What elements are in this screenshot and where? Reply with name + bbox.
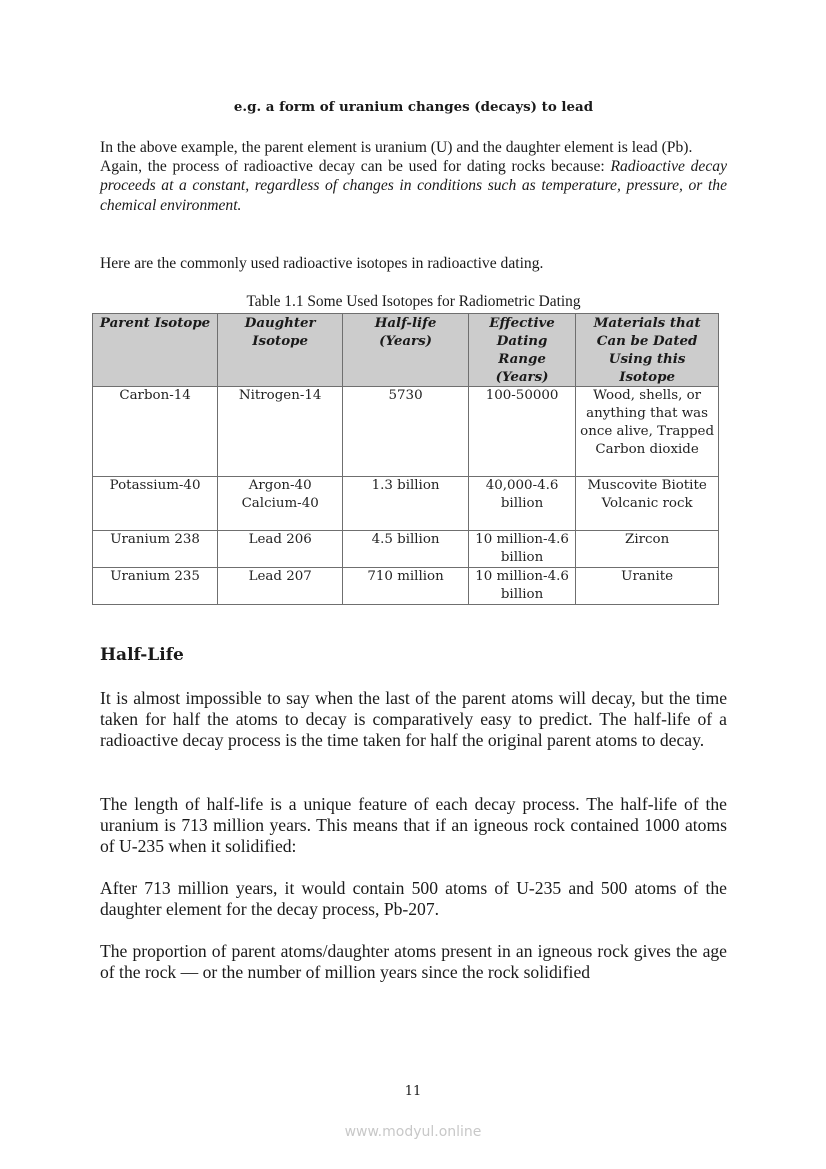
- cell-materials: Uranite: [576, 568, 719, 605]
- paragraph-3: After 713 million years, it would contain 500 atoms of U-235 and 500 atoms of the daughter element for the decay process, Pb-207.: [100, 878, 727, 919]
- cell-parent: Uranium 238: [93, 531, 218, 568]
- cell-range: 10 million-4.6 billion: [468, 568, 575, 605]
- cell-materials: Zircon: [576, 531, 719, 568]
- cell-daughter: Nitrogen-14: [218, 387, 343, 477]
- header-parent: Parent Isotope: [93, 314, 218, 387]
- intro-line-1: In the above example, the parent element is uranium (U) and the daughter element is lead (Pb).: [100, 139, 693, 156]
- cell-parent: Potassium-40: [93, 477, 218, 531]
- cell-half-life: 4.5 billion: [343, 531, 469, 568]
- cell-daughter: Lead 206: [218, 531, 343, 568]
- paragraph-1: It is almost impossible to say when the last of the parent atoms will decay, but the time taken for half the atoms to decay is comparatively easy to predict. The half-life of a radioactive decay process is the time taken for half the original parent atoms to decay.: [100, 688, 727, 750]
- table-caption: Table 1.1 Some Used Isotopes for Radiometric Dating: [246, 293, 581, 310]
- intro-paragraph: [100, 138, 727, 215]
- header-range: Effective Dating Range (Years): [468, 314, 575, 387]
- cell-daughter: Lead 207: [218, 568, 343, 605]
- cell-range: 10 million-4.6 billion: [468, 531, 575, 568]
- cell-half-life: 710 million: [343, 568, 469, 605]
- cell-range: 40,000-4.6 billion: [468, 477, 575, 531]
- table-row: [93, 477, 719, 531]
- table-row: [93, 568, 719, 605]
- watermark: www.modyul.online: [344, 1124, 482, 1140]
- cell-half-life: 1.3 billion: [343, 477, 469, 531]
- paragraph-2: The length of half-life is a unique feature of each decay process. The half-life of the uranium is 713 million years. This means that if an igneous rock contained 1000 atoms of U-235 when it solidified:: [100, 794, 727, 856]
- cell-parent: Uranium 235: [93, 568, 218, 605]
- table-intro: Here are the commonly used radioactive isotopes in radioactive dating.: [100, 255, 544, 272]
- cell-parent: Carbon-14: [93, 387, 218, 477]
- page-number: 11: [404, 1084, 422, 1099]
- header-daughter: Daughter Isotope: [218, 314, 343, 387]
- intro-line-2: Again, the process of radioactive decay can be used for dating rocks because:: [100, 158, 605, 176]
- cell-range: 100-50000: [468, 387, 575, 477]
- cell-materials: Wood, shells, or anything that was once alive, Trapped Carbon dioxide: [576, 387, 719, 477]
- intro-italic: Radioactive decay proceeds at a constant, regardless of changes in conditions such as temperature, pressure, or the chemical environment.: [100, 158, 727, 214]
- cell-daughter: Argon-40 Calcium-40: [218, 477, 343, 531]
- table-row: [93, 531, 719, 568]
- section-heading: Half-Life: [100, 645, 184, 665]
- cell-materials: Muscovite Biotite Volcanic rock: [576, 477, 719, 531]
- table-header-row: [93, 314, 719, 387]
- table-row: [93, 387, 719, 477]
- header-half-life: Half-life (Years): [343, 314, 469, 387]
- example-line: e.g. a form of uranium changes (decays) to lead: [233, 99, 594, 115]
- isotopes-table: [92, 313, 719, 605]
- cell-half-life: 5730: [343, 387, 469, 477]
- header-materials: Materials that Can be Dated Using this Isotope: [576, 314, 719, 387]
- paragraph-4: The proportion of parent atoms/daughter atoms present in an igneous rock gives the age of the rock — or the number of million years since the rock solidified: [100, 941, 727, 982]
